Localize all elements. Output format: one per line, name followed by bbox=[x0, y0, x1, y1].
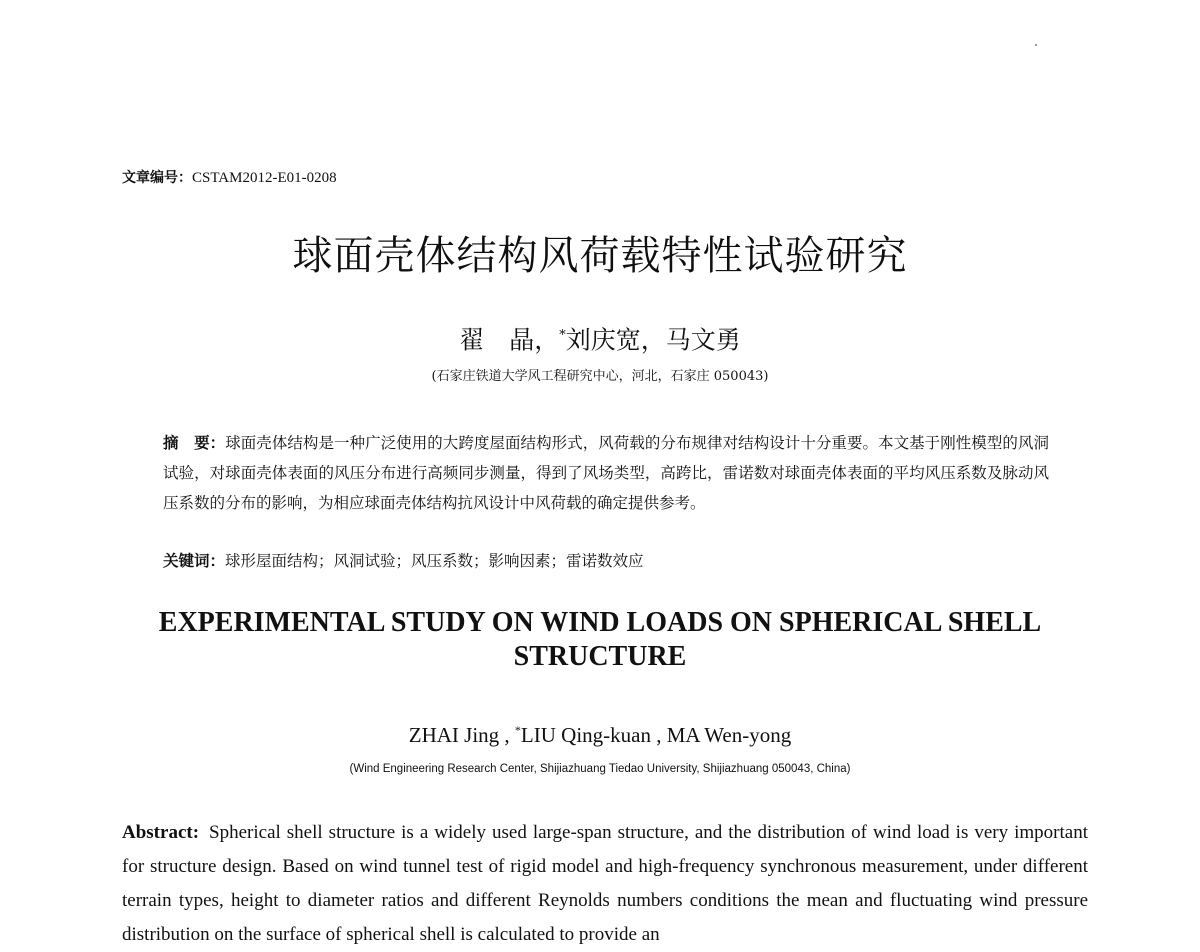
author-first-en: ZHAI Jing , bbox=[408, 723, 515, 747]
chinese-authors bbox=[0, 318, 1200, 358]
chinese-abstract-text: 球面壳体结构是一种广泛使用的大跨度屋面结构形式，风荷载的分布规律对结构设计十分重要。本文基于刚性模型的风洞试验，对球面壳体表面的风压分布进行高频同步测量，得到了风场类型，高跨比，雷诺数对球面壳体表面的平均风压系数及脉动风压系数的分布的影响，为相应球面壳体结构抗风设计中风荷载的确定提供参考。 bbox=[163, 434, 1049, 512]
english-title: EXPERIMENTAL STUDY ON WIND LOADS ON SPHERICAL SHELL STRUCTURE bbox=[158, 607, 1042, 672]
chinese-keywords-text: 球形屋面结构；风洞试验；风压系数；影响因素；雷诺数效应 bbox=[225, 552, 644, 570]
english-abstract-text: Spherical shell structure is a widely used large-span structure, and the distribution of wind load is very important for structure design. Based on wind tunnel test of rigid model and high-frequency synchronous measurement, under different terrain types, height to diameter ratios and different Reynolds numbers conditions the mean and fluctuating wind pressure distribution on the surface of spherical shell is calculated to provide an bbox=[122, 822, 1088, 945]
corresponding-mark-en: * bbox=[514, 723, 521, 737]
article-number bbox=[122, 168, 337, 188]
corresponding-mark-cn: * bbox=[559, 328, 566, 343]
chinese-abstract-label: 摘 要： bbox=[163, 434, 226, 452]
authors-rest-en: LIU Qing-kuan , MA Wen-yong bbox=[520, 723, 792, 747]
chinese-title: 球面壳体结构风荷载特性试验研究 bbox=[292, 233, 908, 279]
english-abstract-label: Abstract: bbox=[122, 822, 200, 843]
scan-speck bbox=[1035, 44, 1037, 46]
chinese-keywords bbox=[163, 549, 1049, 573]
english-authors bbox=[0, 716, 1200, 749]
chinese-affiliation: (石家庄铁道大学风工程研究中心，河北，石家庄 050043) bbox=[431, 369, 769, 384]
author-first-cn: 翟 晶， bbox=[459, 325, 560, 355]
article-number-value: CSTAM2012-E01-0208 bbox=[192, 170, 337, 186]
authors-rest-cn: 刘庆宽，马文勇 bbox=[565, 325, 741, 355]
chinese-keywords-label: 关键词： bbox=[163, 552, 226, 570]
english-abstract bbox=[122, 816, 1088, 952]
article-number-label: 文章编号： bbox=[122, 170, 192, 186]
chinese-abstract bbox=[163, 428, 1049, 518]
english-affiliation: (Wind Engineering Research Center, Shijiazhuang Tiedao University, Shijiazhuang 050043, China) bbox=[349, 763, 851, 775]
